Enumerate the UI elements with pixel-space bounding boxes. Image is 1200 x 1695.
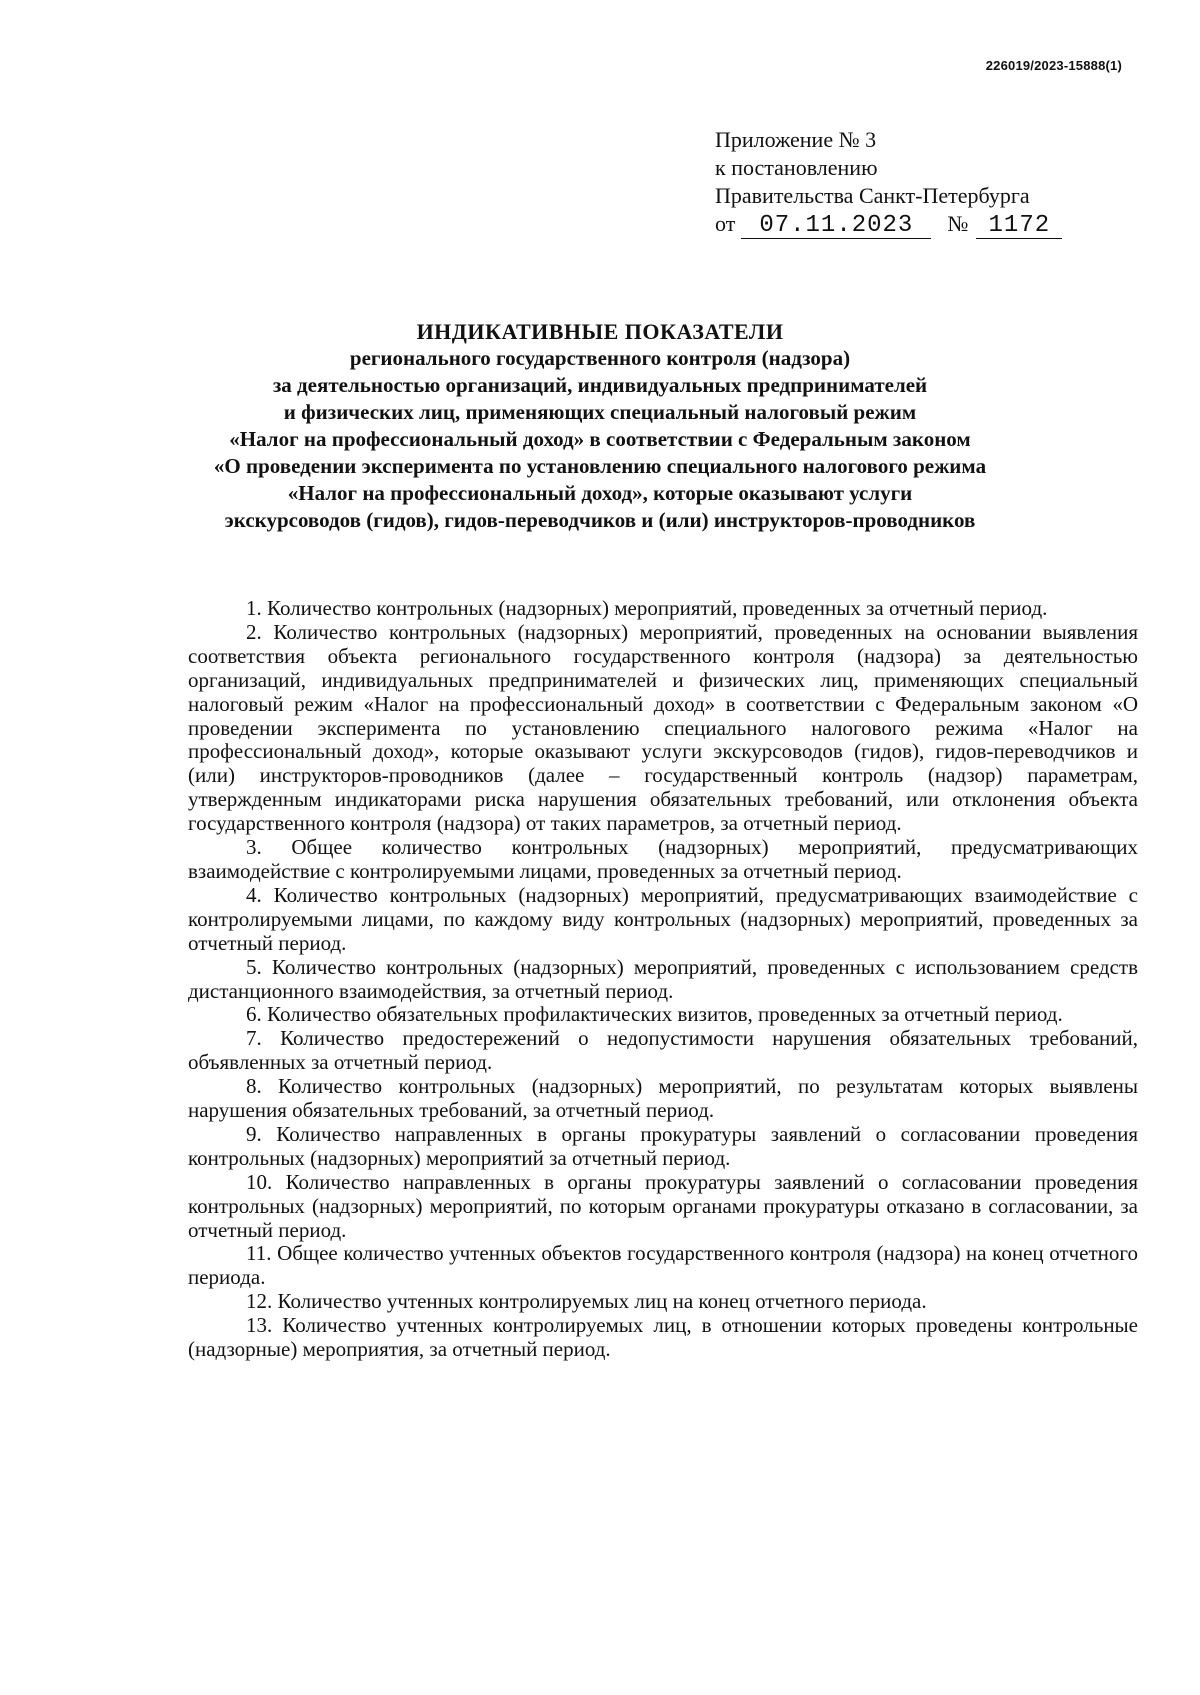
title-line: и физических лиц, применяющих специальный налоговый режим: [283, 400, 917, 424]
indicator-item: 8. Количество контрольных (надзорных) мероприятий, по результатам которых выявлены нарушения обязательных требований, за отчетный период.: [188, 1074, 1138, 1123]
indicator-item: 10. Количество направленных в органы прокуратуры заявлений о согласовании проведения контрольных (надзорных) мероприятий, по которым органами прокуратуры отказано в согласовании, за отчетный период.: [188, 1169, 1138, 1242]
indicator-item: 9. Количество направленных в органы прокуратуры заявлений о согласовании проведения контрольных (надзорных) мероприятий за отчетный период.: [188, 1121, 1138, 1170]
indicator-item: 3. Общее количество контрольных (надзорных) мероприятий, предусматривающих взаимодействие с контролируемыми лицами, проведенных за отчетный период.: [188, 835, 1138, 883]
number-prefix: №: [947, 211, 969, 236]
indicator-item: 12. Количество учтенных контролируемых лиц на конец отчетного периода.: [246, 1289, 927, 1314]
title-line: экскурсоводов (гидов), гидов-переводчиков и (или) инструкторов-проводников: [224, 508, 976, 532]
indicator-item: 4. Количество контрольных (надзорных) мероприятий, предусматривающих взаимодействие с контролируемыми лицами, по каждому виду контрольных (надзорных) мероприятий, проведенных за отчетный период.: [188, 882, 1138, 955]
resolution-number: 1172: [976, 214, 1062, 239]
appendix-resolution-ref: к постановлению: [715, 155, 878, 180]
indicator-item: 7. Количество предостережений о недопустимости нарушения обязательных требований, объявленных за отчетный период.: [188, 1026, 1138, 1075]
indicator-item: 2. Количество контрольных (надзорных) мероприятий, проведенных на основании выявления соответствия объекта регионального государственного контроля (надзора) за деятельностью организаций, индивидуальных предпринимателей и физических лиц, применяющих специальный налоговый режим «Налог на профессиональный доход» в соответствии с Федеральным законом «О проведении эксперимента по установлению специального налогового режима «Налог на профессиональный доход», которые оказывают услуги экскурсоводов (гидов), гидов-переводчиков и (или) инструкторов-проводников (далее – государственный контроль (надзор) параметрам, утвержденным индикаторами риска нарушения обязательных требований, или отклонения объекта государственного контроля (надзора) от таких параметров, за отчетный период.: [188, 619, 1138, 836]
document-id: 226019/2023-15888(1): [985, 58, 1122, 73]
title-line: «О проведении эксперимента по установлению специального налогового режима: [213, 454, 987, 478]
appendix-number: Приложение № 3: [715, 127, 877, 152]
indicator-item: 6. Количество обязательных профилактических визитов, проведенных за отчетный период.: [246, 1002, 1063, 1027]
date-prefix: от: [715, 211, 736, 236]
appendix-header: [715, 126, 1135, 239]
appendix-government: Правительства Санкт-Петербурга: [715, 183, 1030, 208]
indicator-item: 11. Общее количество учтенных объектов государственного контроля (надзора) на конец отчетного периода.: [188, 1241, 1138, 1290]
indicator-item: 1. Количество контрольных (надзорных) мероприятий, проведенных за отчетный период.: [246, 596, 1048, 620]
resolution-date: 07.11.2023: [741, 214, 931, 239]
title-main: ИНДИКАТИВНЫЕ ПОКАЗАТЕЛИ: [416, 319, 784, 344]
title-line: регионального государственного контроля (надзора): [349, 346, 851, 370]
appendix-date-line: [715, 210, 1135, 239]
title-line: за деятельностью организаций, индивидуальных предпринимателей: [272, 373, 928, 397]
indicator-list: [188, 597, 1138, 1362]
indicator-item: 5. Количество контрольных (надзорных) мероприятий, проведенных с использованием средств дистанционного взаимодействия, за отчетный период.: [188, 954, 1138, 1003]
indicator-item: 13. Количество учтенных контролируемых лиц, в отношении которых проведены контрольные (надзорные) мероприятия, за отчетный период.: [188, 1313, 1138, 1362]
title-line: «Налог на профессиональный доход», которые оказывают услуги: [287, 481, 913, 505]
title-line: «Налог на профессиональный доход» в соответствии с Федеральным законом: [229, 427, 971, 451]
document-title: [160, 318, 1040, 534]
